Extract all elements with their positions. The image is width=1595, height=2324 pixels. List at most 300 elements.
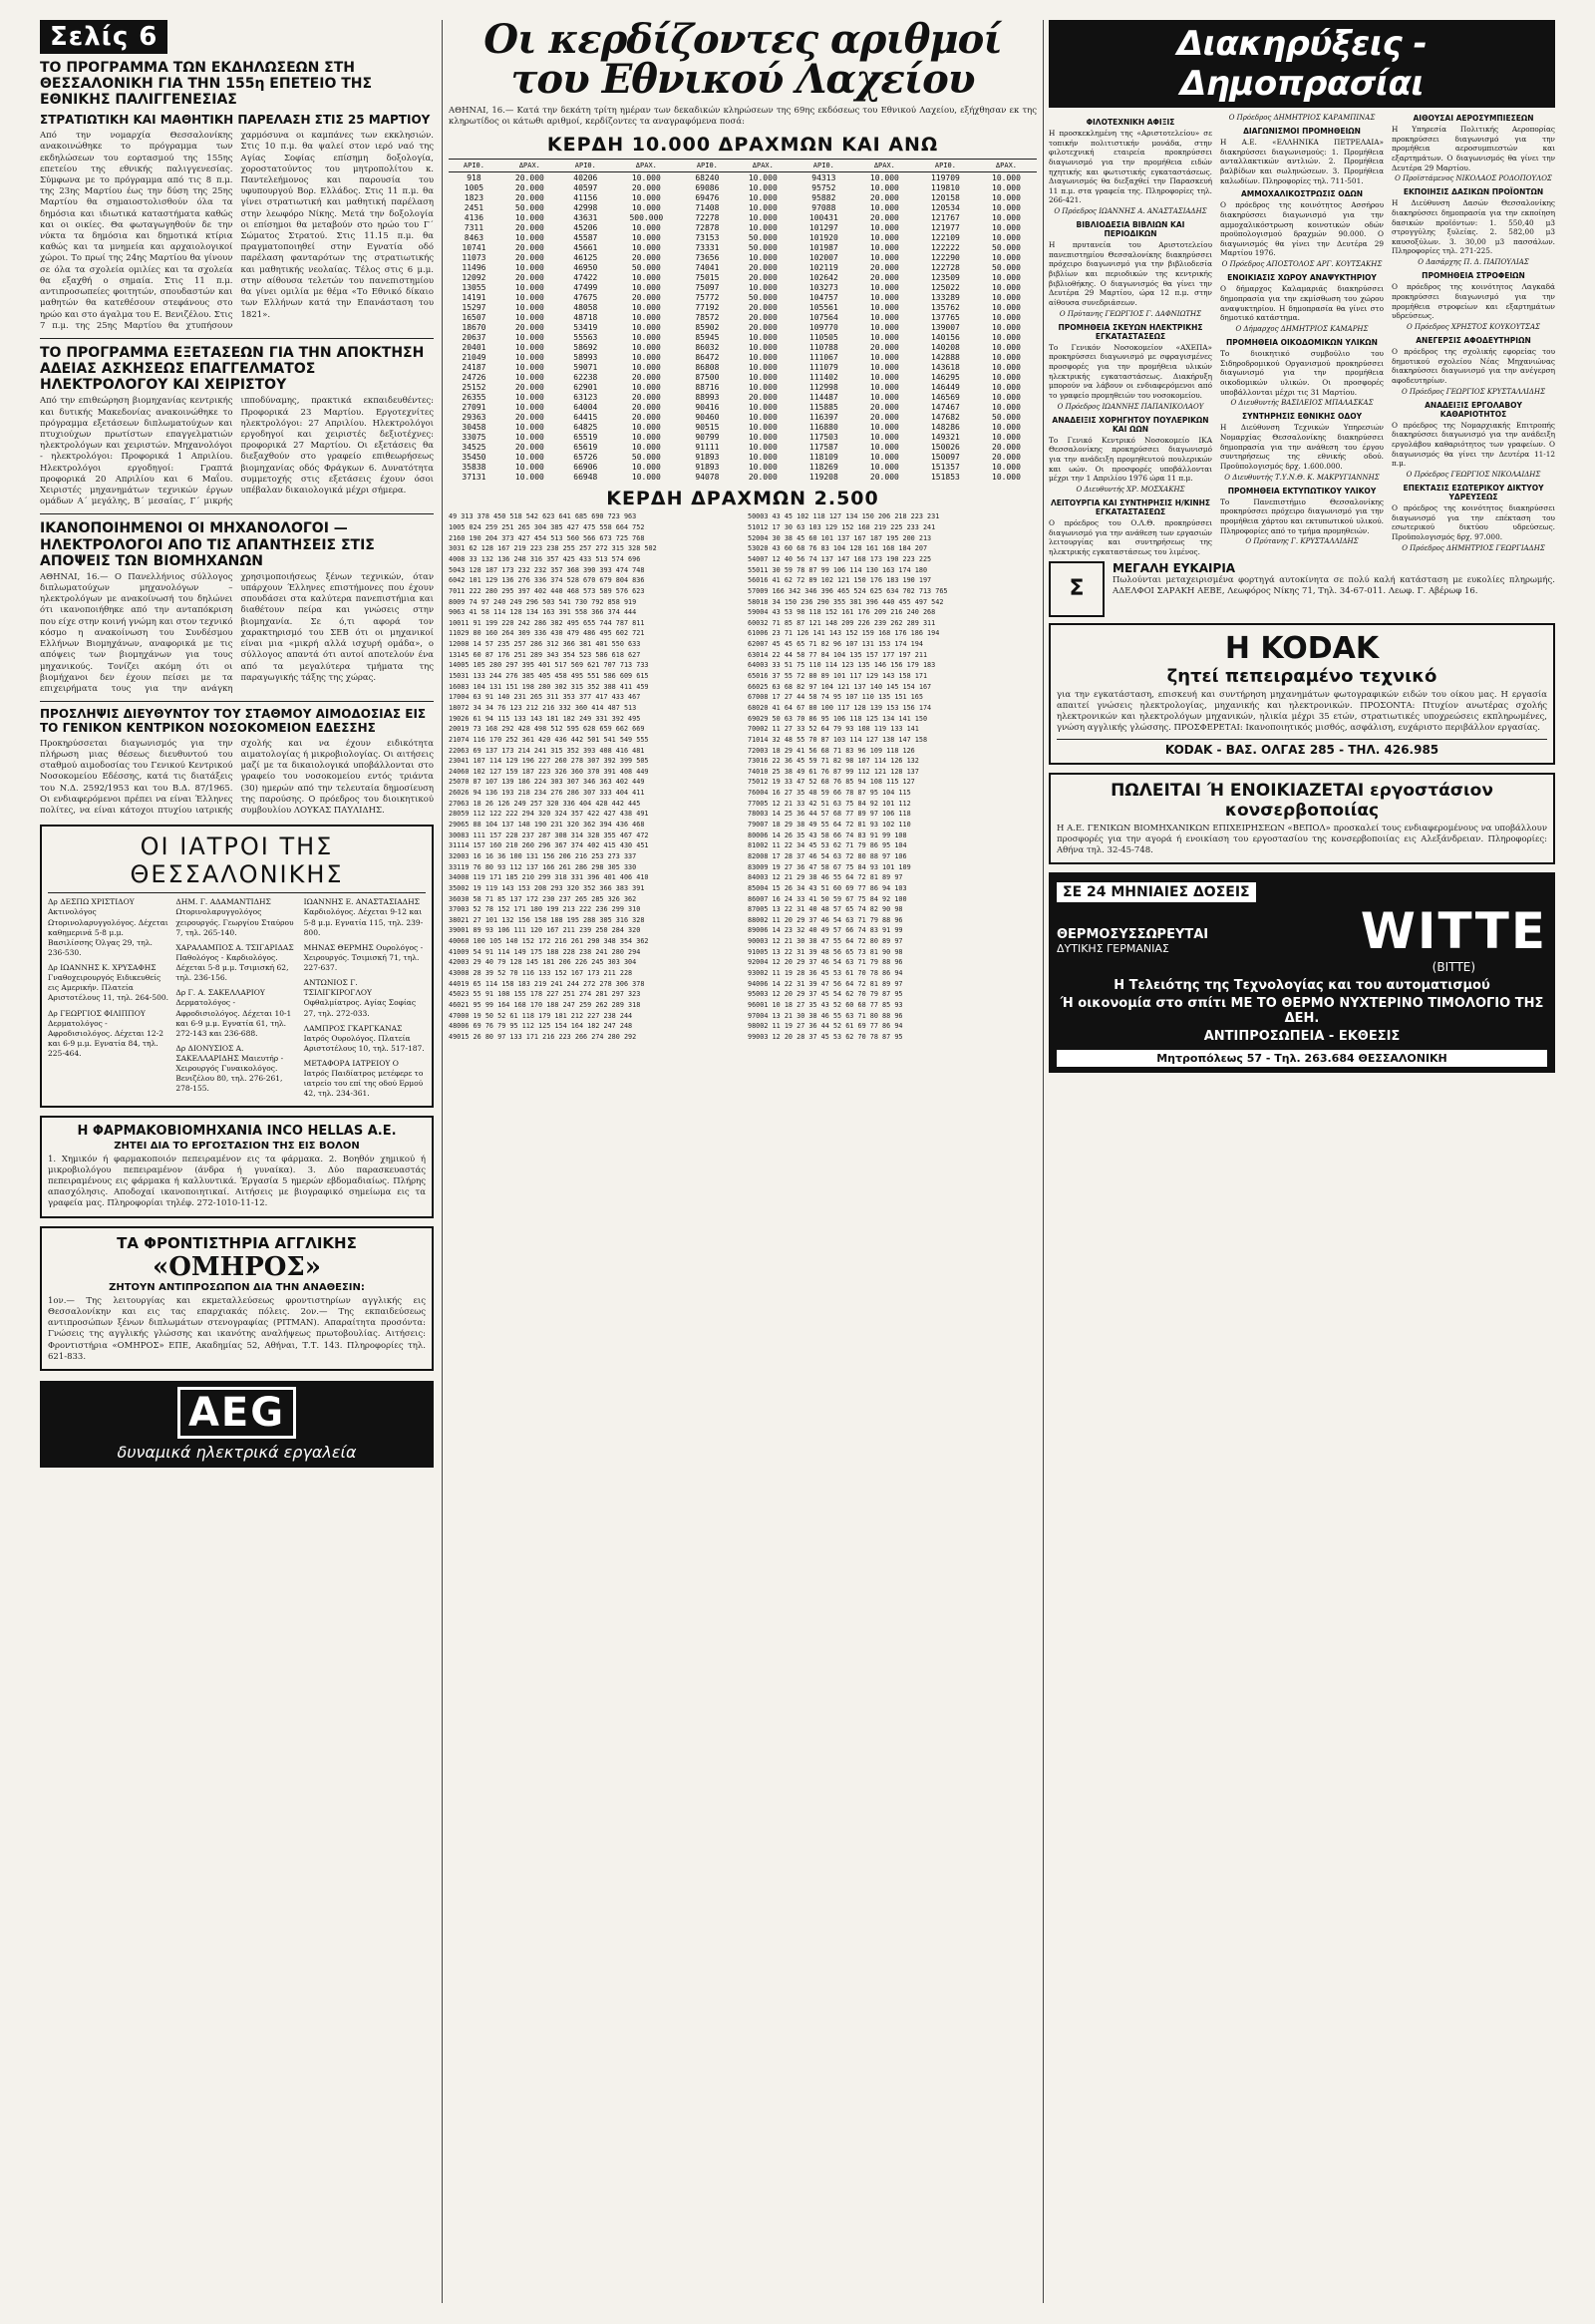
ticket-number: 122290 <box>930 252 960 262</box>
table-header: ΔΡΑΧ. <box>976 160 1037 172</box>
notice-body: Η Διεύθυνση Δασών Θεσσαλονίκης διακηρύσσει δημοπρασία για την εκποίηση δασικών προϊόντων: 1. 550,40 μ3 στρογγύλης ξυλείας. 2. 582,00 μ3 καυσοξύλων. 3. 30,00 μ3 πασσάλων. Πληροφορίες τηλ. 271-225. <box>1392 198 1555 256</box>
prize-amount: 10.000 <box>631 232 661 242</box>
notice-heading: ΠΡΟΜΗΘΕΙΑ ΕΚΤΥΠΩΤΙΚΟΥ ΥΛΙΚΟΥ <box>1227 486 1377 496</box>
table-row <box>449 212 1037 222</box>
prize-amount: 10.000 <box>514 392 544 402</box>
ticket-number: 104757 <box>808 292 838 302</box>
prize-amount: 20.000 <box>869 402 899 412</box>
prize-amount: 10.000 <box>631 312 661 322</box>
ticket-number: 12092 <box>462 272 486 282</box>
ticket-number: 121977 <box>930 222 960 232</box>
ticket-number: 120534 <box>930 202 960 212</box>
prize-amount: 20.000 <box>514 172 544 182</box>
prize-number-line: 56016 41 62 72 89 102 121 150 176 183 190 197 <box>748 576 932 585</box>
doctor-entry: ΑΝΤΩΝΙΟΣ Γ. ΤΣΙΛΙΓΚΙΡΟΓΛΟΥ Οφθαλμίατρος. Αγίας Σοφίας 27, τηλ. 272-033. <box>303 978 417 1018</box>
prize-number-line: 79007 18 29 38 49 55 64 72 81 93 102 110 <box>748 821 911 830</box>
notice-heading: ΠΡΟΜΗΘΕΙΑ ΟΙΚΟΔΟΜΙΚΩΝ ΥΛΙΚΩΝ <box>1226 338 1378 348</box>
prize-amount: 10.000 <box>514 302 544 312</box>
prize-number-line: 85004 15 26 34 43 51 60 69 77 86 94 103 <box>748 883 907 892</box>
prize-amount: 10.000 <box>869 202 899 212</box>
prize-amount: 20.000 <box>514 252 544 262</box>
big-prizes-table <box>449 159 1037 482</box>
prize-amount: 20.000 <box>748 322 778 332</box>
ticket-number: 64825 <box>573 422 598 432</box>
ticket-number: 1823 <box>464 192 484 202</box>
divider <box>40 701 434 702</box>
prize-number-line: 93002 11 19 28 36 45 53 61 70 78 86 94 <box>748 968 903 977</box>
ticket-number: 37131 <box>462 472 486 482</box>
ticket-number: 90460 <box>695 412 720 422</box>
table-row <box>449 442 1037 452</box>
prize-amount: 10.000 <box>869 452 899 462</box>
prize-amount: 10.000 <box>748 402 778 412</box>
prize-number-line: 87005 13 22 31 40 48 57 65 74 82 90 98 <box>748 905 903 914</box>
ticket-number: 63123 <box>573 392 598 402</box>
small-prizes-heading: ΚΕΡΔΗ ΔΡΑΧΜΩΝ 2.500 <box>606 488 879 510</box>
prize-number-line: 75012 19 33 47 52 68 76 85 94 108 115 127 <box>748 778 915 787</box>
prize-amount: 10.000 <box>514 342 544 352</box>
witte-header <box>1057 902 1547 975</box>
doctors-title: ΟΙ ΙΑΤΡΟΙ ΤΗΣ ΘΕΣΣΑΛΟΝΙΚΗΣ <box>48 832 426 893</box>
ticket-number: 119208 <box>808 472 838 482</box>
table-row <box>449 242 1037 252</box>
prize-amount: 10.000 <box>992 192 1021 202</box>
prize-amount: 10.000 <box>631 282 661 292</box>
ticket-number: 117587 <box>808 442 838 452</box>
article-subheading-parade: ΣΤΡΑΤΙΩΤΙΚΗ ΚΑΙ ΜΑΘΗΤΙΚΗ ΠΑΡΕΛΑΣΗ ΣΤΙΣ 25 ΜΑΡΤΙΟΥ <box>40 113 431 128</box>
prize-amount: 10.000 <box>992 312 1021 322</box>
ticket-number: 111402 <box>808 372 838 382</box>
ticket-number: 40206 <box>573 172 598 182</box>
prize-number-line: 9063 41 58 114 128 134 163 391 558 366 374 444 <box>449 608 637 617</box>
tenders-banner: Διακηρύξεις - Δημοπρασίαι <box>1049 20 1555 108</box>
ticket-number: 102642 <box>808 272 838 282</box>
ticket-number: 94313 <box>811 172 836 182</box>
prize-number-line: 58018 34 150 236 290 355 381 396 440 455 497 542 <box>748 597 944 606</box>
notice-body: Η Α.Ε. «ΕΛΛΗΝΙΚΑ ΠΕΤΡΕΛΑΙΑ» διακηρύσσει διαγωνισμούς: 1. Προμήθεια ανταλλακτικών αντλιών. 2. Προμήθεια βαλβίδων και σωληνώσεων. 3. Προμήθεια καλωδίων. Πληροφορίες τηλ. 711-501. <box>1220 138 1384 185</box>
notice-signature: Ο Πρόεδρος ΔΗΜΗΤΡΙΟΣ ΓΕΩΡΓΙΑΔΗΣ <box>1402 543 1545 552</box>
ticket-number: 100431 <box>808 212 838 222</box>
prize-amount: 10.000 <box>748 332 778 342</box>
notice-body: Ο πρόεδρος της κοινότητος Λαγκαδά προκηρύσσει διαγωνισμό για την προμήθεια στροφείων και εξαρτημάτων υδρεύσεως. <box>1392 282 1555 321</box>
ticket-number: 8463 <box>464 232 484 242</box>
witte-line1: Η Τελειότης της Τεχνολογίας και του αυτοματισμού <box>1114 978 1490 994</box>
prize-amount: 10.000 <box>631 472 661 482</box>
ticket-number: 65519 <box>573 432 598 442</box>
ticket-number: 117503 <box>808 432 838 442</box>
notice-heading: ΔΙΑΓΩΝΙΣΜΟΙ ΠΡΟΜΗΘΕΙΩΝ <box>1243 127 1361 137</box>
prize-amount: 20.000 <box>514 382 544 392</box>
prize-amount: 10.000 <box>992 432 1021 442</box>
prize-number-line: 86007 16 24 33 41 50 59 67 75 84 92 100 <box>748 894 907 903</box>
ticket-number: 86808 <box>695 362 720 372</box>
ticket-number: 24726 <box>462 372 486 382</box>
prize-amount: 10.000 <box>869 302 899 312</box>
prize-number-line: 62007 45 45 65 71 82 96 107 131 153 174 194 <box>748 640 923 649</box>
prize-amount: 10.000 <box>631 192 661 202</box>
prize-amount: 10.000 <box>869 362 899 372</box>
prize-amount: 10.000 <box>631 222 661 232</box>
prize-amount: 20.000 <box>514 412 544 422</box>
ticket-number: 137765 <box>930 312 960 322</box>
prize-amount: 10.000 <box>992 352 1021 362</box>
column-rule <box>442 20 443 2303</box>
prize-amount: 10.000 <box>748 342 778 352</box>
witte-logo: WITTE <box>1360 902 1547 961</box>
table-header: ΔΡΑΧ. <box>611 160 682 172</box>
ticket-number: 33075 <box>462 432 486 442</box>
prize-amount: 50.000 <box>748 242 778 252</box>
table-row <box>449 172 1037 183</box>
table-row <box>449 282 1037 292</box>
prize-number-line: 65016 37 55 72 80 89 101 117 129 143 158 171 <box>748 672 928 681</box>
prize-amount: 20.000 <box>514 182 544 192</box>
ticket-number: 150026 <box>930 442 960 452</box>
table-row <box>449 292 1037 302</box>
pharma-ad <box>40 1116 434 1218</box>
ticket-number: 90515 <box>695 422 720 432</box>
saraki-logo: Σ <box>1049 561 1105 617</box>
prize-amount: 20.000 <box>869 272 899 282</box>
doctor-entry: Δρ ΔΕΣΠΩ ΧΡΙΣΤΙΔΟΥ Ακτινολόγος Ωτορινολαρυγγολόγος. Δέχεται καθημερινά 5-8 μ.μ. Βασιλίσσης Όλγας 29, τηλ. 236-530. <box>48 897 168 957</box>
prize-amount: 20.000 <box>514 442 544 452</box>
prize-amount: 10.000 <box>748 202 778 212</box>
table-row <box>449 262 1037 272</box>
prize-number-line: 95003 12 20 29 37 45 54 62 70 79 87 95 <box>748 990 903 999</box>
table-row <box>449 392 1037 402</box>
ticket-number: 146569 <box>930 392 960 402</box>
ticket-number: 45206 <box>573 222 598 232</box>
ticket-number: 73153 <box>695 232 720 242</box>
prize-amount: 10.000 <box>992 402 1021 412</box>
notice-heading: ΑΝΑΔΕΙΞΙΣ ΧΟΡΗΓΗΤΟΥ ΠΟΥΛΕΡΙΚΩΝ ΚΑΙ ΩΩΝ <box>1052 415 1209 434</box>
ticket-number: 24187 <box>462 362 486 372</box>
ticket-number: 74041 <box>695 262 720 272</box>
prize-number-line: 22063 69 137 173 214 241 315 352 393 408 416 481 <box>449 746 645 755</box>
prize-amount: 20.000 <box>631 392 661 402</box>
prize-amount: 20.000 <box>748 262 778 272</box>
prize-number-line: 3031 62 128 167 219 223 238 255 257 272 315 328 502 <box>449 544 657 553</box>
ticket-number: 120158 <box>930 192 960 202</box>
prize-number-line: 63014 22 44 58 77 84 104 135 157 177 197 211 <box>748 650 928 659</box>
prize-amount: 20.000 <box>869 342 899 352</box>
doctor-entry: ΛΑΜΠΡΟΣ ΓΚΑΡΓΚΑΝΑΣ Ιατρός Ουρολόγος. Πλατεία Αριστοτέλους 10, τηλ. 517-187. <box>303 1023 425 1053</box>
prize-number-line: 31114 157 160 210 260 296 367 374 402 415 430 451 <box>449 841 649 850</box>
prize-amount: 10.000 <box>748 222 778 232</box>
ticket-number: 105561 <box>808 302 838 312</box>
prize-amount: 50.000 <box>992 412 1021 422</box>
table-header: ΔΡΑΧ. <box>733 160 794 172</box>
prize-number-line: 43008 28 39 52 70 116 133 152 167 173 211 228 <box>449 968 633 977</box>
ticket-number: 29363 <box>462 412 486 422</box>
prize-number-line: 48006 69 76 79 95 112 125 154 164 182 247 248 <box>449 1022 633 1031</box>
cannery-ad-title: ΠΩΛΕΙΤΑΙ Ή ΕΝΟΙΚΙΑΖΕΤΑΙ εργοστάσιον κονσερβοποιίας <box>1111 780 1493 821</box>
witte-tag2: ΔΥΤΙΚΗΣ ΓΕΡΜΑΝΙΑΣ <box>1057 941 1169 955</box>
witte-installments: ΣΕ 24 ΜΗΝΙΑΙΕΣ ΔΟΣΕΙΣ <box>1057 882 1256 902</box>
ticket-number: 20401 <box>462 342 486 352</box>
prize-amount: 10.000 <box>748 282 778 292</box>
prize-amount: 50.000 <box>992 262 1021 272</box>
ticket-number: 55563 <box>573 332 598 342</box>
prize-number-line: 32003 16 16 36 100 131 156 206 216 253 273 337 <box>449 851 637 860</box>
notice-signature: Ο Διευθυντής ΧΡ. ΜΟΣΧΑΚΗΣ <box>1076 485 1185 494</box>
prize-amount: 10.000 <box>992 382 1021 392</box>
ticket-number: 11073 <box>462 252 486 262</box>
prize-amount: 20.000 <box>514 272 544 282</box>
prize-number-line: 5043 128 187 173 232 232 357 368 390 393 474 748 <box>449 565 645 574</box>
ticket-number: 73656 <box>695 252 720 262</box>
ticket-number: 10741 <box>462 242 486 252</box>
witte-logo-greek: (ΒΙΤΤΕ) <box>1432 960 1476 975</box>
lottery-title: Οι κερδίζοντες αριθμοί του Εθνικού Λαχείου <box>483 20 1002 103</box>
prize-amount: 10.000 <box>869 372 899 382</box>
column-rule <box>1043 20 1044 2303</box>
ticket-number: 139007 <box>930 322 960 332</box>
table-row <box>449 362 1037 372</box>
ticket-number: 69086 <box>695 182 720 192</box>
notice-heading: ΑΜΜΟΧΑΛΙΚΟΣΤΡΩΣΙΣ ΟΔΩΝ <box>1240 189 1364 199</box>
ticket-number: 111079 <box>808 362 838 372</box>
doctors-directory <box>40 825 434 1107</box>
prize-number-line: 74010 25 38 49 61 76 87 99 112 121 128 137 <box>748 767 919 776</box>
notice-signature: Ο Δήμαρχος ΔΗΜΗΤΡΙΟΣ ΚΑΜΑΡΗΣ <box>1235 324 1369 333</box>
prize-amount: 20.000 <box>631 372 661 382</box>
doctor-entry: Δρ ΓΕΩΡΓΙΟΣ ΦΙΛΙΠΠΟΥ Δερματολόγος - Αφροδισιολόγος. Δέχεται 12-2 και 6-9 μ.μ. Εγνατία 84, τηλ. 225-464. <box>48 1008 163 1059</box>
prize-amount: 10.000 <box>992 372 1021 382</box>
notice-heading: ΑΝΑΔΕΙΞΙΣ ΕΡΓΟΛΑΒΟΥ ΚΑΘΑΡΙΟΤΗΤΟΣ <box>1425 400 1522 419</box>
notice-signature: Ο Πρόεδρος ΔΗΜΗΤΡΙΟΣ ΚΑΡΑΜΠΙΝΑΣ <box>1228 114 1376 122</box>
kodak-ad-footer: KODAK - ΒΑΣ. ΟΛΓΑΣ 285 - ΤΗΛ. 426.985 <box>1057 739 1547 757</box>
ticket-number: 115885 <box>808 402 838 412</box>
prize-amount: 10.000 <box>514 232 544 242</box>
prize-number-line: 17004 63 91 140 231 265 311 353 377 417 433 467 <box>449 693 641 702</box>
notice-signature: Ο Πρόεδρος ΙΩΑΝΝΗΣ ΠΑΠΑΝΙΚΟΛΑΟΥ <box>1057 402 1204 411</box>
table-row <box>449 342 1037 352</box>
ticket-number: 101987 <box>808 242 838 252</box>
ticket-number: 69476 <box>695 192 720 202</box>
prize-amount: 10.000 <box>748 172 778 182</box>
ticket-number: 72278 <box>695 212 720 222</box>
prize-number-line: 97004 13 21 30 38 46 55 63 71 80 88 96 <box>748 1011 903 1020</box>
table-row <box>449 472 1037 482</box>
prize-amount: 10.000 <box>631 332 661 342</box>
prize-amount: 10.000 <box>514 362 544 372</box>
table-row <box>449 412 1037 422</box>
table-row <box>449 232 1037 242</box>
right-column <box>1049 20 1555 1073</box>
notice-heading: ΒΙΒΛΙΟΔΕΣΙΑ ΒΙΒΛΙΩΝ ΚΑΙ ΠΕΡΙΟΔΙΚΩΝ <box>1076 220 1185 239</box>
prize-number-line: 39001 89 93 106 111 120 167 211 239 250 284 320 <box>449 926 641 935</box>
table-row <box>449 312 1037 322</box>
ticket-number: 77192 <box>695 302 720 312</box>
notice-body: Το Πανεπιστήμιο Θεσσαλονίκης προκηρύσσει πρόχειρο διαγωνισμό για την προμήθεια χάρτου και εκτυπωτικού υλικού. Πληροφορίες από το τμήμα προμηθειών. <box>1220 497 1384 535</box>
prize-amount: 10.000 <box>514 262 544 272</box>
notice-heading: ΕΠΕΚΤΑΣΙΣ ΕΣΩΤΕΡΙΚΟΥ ΔΙΚΤΥΟΥ ΥΔΡΕΥΣΕΩΣ <box>1403 484 1544 502</box>
cannery-ad-body: Η Α.Ε. ΓΕΝΙΚΩΝ ΒΙΟΜΗΧΑΝΙΚΩΝ ΕΠΙΧΕΙΡΗΣΕΩΝ «ΒΕΠΟΛ» προσκαλεί τους ενδιαφερομένους να υποβάλλουν προσφορές για την αγορά ή ενοικίαση του εργοστασίου της κονσερβοποιίας εις Αλεξάνδρειαν. Πληροφορίες: Αθήνα τηλ. 32-45-748. <box>1057 823 1547 855</box>
prize-amount: 10.000 <box>992 422 1021 432</box>
ticket-number: 86472 <box>695 352 720 362</box>
prize-number-line: 35002 19 119 143 153 208 293 320 352 366 383 391 <box>449 883 645 892</box>
prize-number-line: 2160 190 204 373 427 454 513 560 566 673 725 768 <box>449 533 645 542</box>
prize-amount: 10.000 <box>514 432 544 442</box>
prize-amount: 20.000 <box>748 312 778 322</box>
ticket-number: 26355 <box>462 392 486 402</box>
article-heading-engineers: ΙΚΑΝΟΠΟΙΗΜΕΝΟΙ ΟΙ ΜΗΧΑΝΟΛΟΓΟΙ — ΗΛΕΚΤΡΟΛΟΓΟΙ ΑΠΟ ΤΙΣ ΑΠΑΝΤΗΣΕΙΣ ΣΤΙΣ ΑΠΟΨΕΙΣ ΤΩΝ ΒΙΟΜΗΧΑΝΩΝ <box>40 520 375 569</box>
prize-amount: 10.000 <box>869 242 899 252</box>
omiros-ad <box>40 1226 434 1371</box>
prize-number-line: 59004 43 53 98 118 152 161 176 209 216 240 268 <box>748 608 936 617</box>
prize-amount: 10.000 <box>514 212 544 222</box>
ticket-number: 11496 <box>462 262 486 272</box>
notice-body: Το διοικητικό συμβούλιο του Σιδηροδρομικού Οργανισμού προκηρύσσει διαγωνισμό για την προμήθεια οικοδομικών υλικών. Οι προσφορές υποβάλλονται μέχρι τις 31 Μαρτίου. <box>1220 349 1384 397</box>
notice-signature: Ο Πρόεδρος ΑΠΟΣΤΟΛΟΣ ΑΡΓ. ΚΟΥΤΣΑΚΗΣ <box>1221 260 1383 269</box>
prize-amount: 10.000 <box>992 322 1021 332</box>
ticket-number: 95752 <box>811 182 836 192</box>
prize-amount: 10.000 <box>869 282 899 292</box>
kodak-ad-subtitle: ζητεί πεπειραμένο τεχνικό <box>1166 665 1437 687</box>
table-header: ΔΡΑΧ. <box>499 160 560 172</box>
prize-amount: 10.000 <box>869 222 899 232</box>
prize-amount: 10.000 <box>631 432 661 442</box>
prize-amount: 20.000 <box>748 472 778 482</box>
ticket-number: 147682 <box>930 412 960 422</box>
notice-signature: Ο Προϊστάμενος ΝΙΚΟΛΑΟΣ ΡΟΔΟΠΟΥΛΟΣ <box>1395 174 1552 183</box>
prize-amount: 10.000 <box>748 352 778 362</box>
prize-number-line: 14005 105 280 297 395 401 517 569 621 707 713 733 <box>449 661 649 670</box>
prize-amount: 10.000 <box>748 452 778 462</box>
ticket-number: 122222 <box>930 242 960 252</box>
prize-number-line: 82008 17 28 37 46 54 63 72 80 88 97 106 <box>748 851 907 860</box>
prize-amount: 20.000 <box>992 442 1021 452</box>
prize-number-line: 73016 22 36 45 59 71 82 98 107 114 126 132 <box>748 757 919 766</box>
ticket-number: 45587 <box>573 232 598 242</box>
witte-ad <box>1049 872 1555 1073</box>
prize-number-line: 24060 102 127 159 187 223 326 360 370 391 408 449 <box>449 767 649 776</box>
ticket-number: 30458 <box>462 422 486 432</box>
prize-amount: 10.000 <box>514 472 544 482</box>
prize-amount: 10.000 <box>869 252 899 262</box>
prize-number-line: 77005 12 21 33 42 51 63 75 84 92 101 112 <box>748 799 911 808</box>
prize-amount: 10.000 <box>748 192 778 202</box>
table-header: ΑΡΙΘ. <box>682 160 733 172</box>
notice-body: Η πρυτανεία του Αριστοτελείου πανεπιστημίου Θεσσαλονίκης διακηρύσσει πρόχειρο διαγωνισμό για την βιβλιοδεσία βιβλίων και περιοδικών της κεντρικής βιβλιοθήκης. Ο διαγωνισμός θα γίνει την Δευτέρα 29 Μαρτίου, ώρα 12 π.μ. στην αίθουσα συνεδριάσεων. <box>1049 240 1212 307</box>
prize-amount: 20.000 <box>631 182 661 192</box>
prize-number-line: 76004 16 27 35 48 59 66 78 87 95 104 115 <box>748 789 911 798</box>
omiros-ad-pretitle: ΤΑ ΦΡΟΝΤΙΣΤΗΡΙΑ ΑΓΓΛΙΚΗΣ <box>117 1233 357 1252</box>
ticket-number: 140208 <box>930 342 960 352</box>
prize-amount: 10.000 <box>514 462 544 472</box>
prize-amount: 10.000 <box>514 282 544 292</box>
notice-signature: Ο Διευθυντής ΒΑΣΙΛΕΙΟΣ ΜΠΑΛΑΣΚΑΣ <box>1230 399 1374 408</box>
prize-amount: 20.000 <box>631 292 661 302</box>
table-row <box>449 432 1037 442</box>
prize-amount: 10.000 <box>514 402 544 412</box>
article-body-engineers: ΑΘΗΝΑΙ, 16.— Ο Πανελλήνιος σύλλογος διπλωματούχων μηχανολόγων – ηλεκτρολόγων με ανακοίνωσή του δηλώνει ότι ικανοποιήθηκε από την ανταπόκριση που είχε στην κοινή γνώμη και στον τεχνικό κόσμο η ανακοίνωση του Συνδέσμου Ελλήνων Βιομηχάνων, αναφορικά με τις απόψεις των βιομηχάνων για τους μηχανικούς. Τονίζει ακόμη ότι οι βιομήχανοι δεν έχουν πείσει με τα επιχειρήματα τους για την ανάγκη χρησιμοποιήσεως ξένων τεχνικών, όταν υπάρχουν Έλληνες επιστήμονες που έχουν σπουδάσει στα καλύτερα πανεπιστήμια και διαθέτουν πείρα και γνώσεις στην βιομηχανία. Σε ό,τι αφορά τον χαρακτηρισμό του ΣΕΒ ότι οι μηχανικοί είναι μια «μικρή αλλά ισχυρή ομάδα», ο σύλλογος απαντά ότι αυτοί αποτελούν ένα από τα μεγαλύτερα τμήματα της παραγωγικής τάξης της χώρας. <box>40 571 434 694</box>
omiros-ad-body: 1ον.— Της λειτουργίας και εκμεταλλεύσεως φροντιστηρίων αγγλικής εις Θεσσαλονίκην και εις τας επαρχιακάς πόλεις. 2ον.— Της εκπαιδεύσεως αντιπροσώπων ξένων διπλωμάτων στενογραφίας (PITMAN). Απαραίτητα προσόντα: Γνώσεις της αγγλικής γλώσσης και ικανότης αναλήψεως πρωτοβουλίας. Αιτήσεις: Φροντιστήρια «ΟΜΗΡΟΣ» ΕΠΕ, Ακαδημίας 52, Αθήναι, Τ.Τ. 143. Πληροφορίες τηλ. 621-833. <box>48 1295 426 1362</box>
ticket-number: 66906 <box>573 462 598 472</box>
table-row <box>449 372 1037 382</box>
ticket-number: 40597 <box>573 182 598 192</box>
prize-amount: 10.000 <box>631 172 661 182</box>
prize-number-line: 29065 88 104 137 148 190 231 320 362 394 436 468 <box>449 821 645 830</box>
table-row <box>449 302 1037 312</box>
divider <box>40 513 434 514</box>
prize-number-line: 34008 119 171 185 210 299 318 331 396 401 406 410 <box>449 873 649 882</box>
omiros-ad-name: «ΟΜΗΡΟΣ» <box>152 1251 322 1282</box>
table-row <box>449 462 1037 472</box>
prize-number-line: 83009 19 27 36 47 58 67 75 84 93 101 109 <box>748 862 911 871</box>
ticket-number: 147467 <box>930 402 960 412</box>
notice-body: Ο πρόεδρος της Νομαρχιακής Επιτροπής διακηρύσσει διαγωνισμό για την ανάδειξη εργολάβου καθαριότητος των γραφείων. Ο διαγωνισμός θα γίνει την Δευτέρα 11-12 π.μ. <box>1392 420 1555 469</box>
prize-amount: 50.000 <box>631 452 661 462</box>
doctor-entry: ΧΑΡΑΛΑΜΠΟΣ Α. ΤΣΙΓΑΡΙΔΑΣ Παθολόγος - Καρδιολόγος. Δέχεται 5-8 μ.μ. Τσιμισκή 62, τηλ. 236-156. <box>175 942 294 983</box>
prize-number-line: 66025 63 68 82 97 104 121 137 140 145 154 167 <box>748 682 932 691</box>
table-header: ΑΡΙΘ. <box>915 160 976 172</box>
prize-amount: 10.000 <box>992 182 1021 192</box>
prize-number-line: 89006 14 23 32 40 49 57 66 74 83 91 99 <box>748 926 903 935</box>
notice-signature: Ο Πρόεδρος ΙΩΑΝΝΗΣ Α. ΑΝΑΣΤΑΣΙΑΔΗΣ <box>1054 207 1207 215</box>
table-row <box>449 402 1037 412</box>
notice-heading: ΑΝΕΓΕΡΣΙΣ ΑΦΟΔΕΥΤΗΡΙΩΝ <box>1416 336 1531 346</box>
table-row <box>449 252 1037 262</box>
notice-body: Η Υπηρεσία Πολιτικής Αεροπορίας προκηρύσσει διαγωνισμό για την προμήθεια αεροσυμπιεστών και εξαρτημάτων. Ο διαγωνισμός θα γίνει την Δευτέρα 29 Μαρτίου. <box>1392 125 1555 172</box>
witte-line3: ΑΝΤΙΠΡΟΣΩΠΕΙΑ - ΕΚΘΕΣΙΣ <box>1203 1029 1401 1045</box>
ticket-number: 151853 <box>930 472 960 482</box>
table-row <box>449 222 1037 232</box>
ticket-number: 90416 <box>695 402 720 412</box>
ticket-number: 25152 <box>462 382 486 392</box>
prize-number-line: 60032 71 85 87 121 148 209 226 239 262 289 311 <box>748 618 936 627</box>
omiros-ad-subtitle: ΖΗΤΟΥΝ ΑΝΤΙΠΡΟΣΩΠΟΝ ΔΙΑ ΤΗΝ ΑΝΑΘΕΣΙΝ: <box>109 1281 365 1293</box>
ticket-number: 75015 <box>695 272 720 282</box>
prize-amount: 10.000 <box>748 462 778 472</box>
ticket-number: 1005 <box>464 182 484 192</box>
prize-number-line: 12008 14 57 235 257 286 312 366 381 401 550 633 <box>449 640 641 649</box>
prize-number-line: 38021 27 101 132 156 158 188 195 288 305 316 328 <box>449 915 645 924</box>
prize-number-line: 37003 52 78 152 171 180 199 213 222 236 299 310 <box>449 905 641 914</box>
prize-amount: 10.000 <box>869 172 899 182</box>
prize-amount: 10.000 <box>869 382 899 392</box>
table-row <box>449 452 1037 462</box>
ticket-number: 101297 <box>808 222 838 232</box>
ticket-number: 73331 <box>695 242 720 252</box>
prize-number-line: 1005 024 259 251 265 304 385 427 475 558 664 752 <box>449 523 645 532</box>
ticket-number: 95882 <box>811 192 836 202</box>
ticket-number: 48718 <box>573 312 598 322</box>
prize-number-line: 53020 43 60 68 76 83 104 128 161 168 184 207 <box>748 544 928 553</box>
prize-amount: 10.000 <box>631 422 661 432</box>
prize-amount: 10.000 <box>992 362 1021 372</box>
prize-number-line: 80006 14 26 35 43 58 66 74 83 91 99 108 <box>748 830 907 839</box>
kodak-ad-body: για την εγκατάσταση, επισκευή και συντήρηση μηχανημάτων φωτογραφικών ειδών του οίκου μας. Η εργασία απαιτεί γνώσεις ηλεκτρολογίας, μηχανικής και ηλεκτρονικών. ΠΡΟΣΟΝΤΑ: Πτυχίον ανωτέρας σχολής ηλεκτρονικών και ηλεκτρολόγων μηχανικών, ηλικία μέχρι 35 ετών, στρατιωτικές υποχρεώσεις εκπληρωμένες, γνώση αγγλικής γλώσσης. ΠΡΟΣΦΕΡΕΤΑΙ: Ικανοποιητικός μισθός, ασφάλιση, ευχάριστο περιβάλλον εργασίας. <box>1057 689 1547 734</box>
lottery-intro: ΑΘΗΝΑΙ, 16.— Κατά την δεκάτη τρίτη ημέραν των δεκαδικών κληρώσεων της 69ης εκδόσεως του Εθνικού Λαχείου, εξήχθησαν εκ της κληρωτίδος οι κάτωθι αριθμοί, κερδίζοντες τα αναγραφόμενα ποσά: <box>449 106 1037 128</box>
ticket-number: 118109 <box>808 452 838 462</box>
prize-number-line: 57009 166 342 346 396 465 524 625 634 702 713 765 <box>748 586 948 595</box>
ticket-number: 41156 <box>573 192 598 202</box>
prize-number-line: 27063 18 26 126 249 257 320 336 404 428 442 445 <box>449 799 641 808</box>
prize-amount: 10.000 <box>514 422 544 432</box>
prize-amount: 20.000 <box>514 192 544 202</box>
saraki-ad <box>1049 561 1555 617</box>
notice-body: Ο πρόεδρος της κοινότητος Ασσήρου διακηρύσσει διαγωνισμό για την αμμοχαλικόστρωση κοινοτικών οδών προϋπολογισμού δραχμών 90.000. Ο διαγωνισμός θα γίνει την Δευτέρα 29 Μαρτίου 1976. <box>1220 200 1384 258</box>
prize-number-line: 33119 76 80 93 112 137 166 261 286 298 305 330 <box>449 862 637 871</box>
prize-number-line: 10011 91 199 220 242 286 382 495 655 744 787 811 <box>449 618 645 627</box>
notice-signature: Ο Πρόεδρος ΓΕΩΡΓΙΟΣ ΝΙΚΟΛΑΙΔΗΣ <box>1406 470 1541 479</box>
prize-number-line: 90003 12 21 30 38 47 55 64 72 80 89 97 <box>748 937 903 946</box>
ticket-number: 114487 <box>808 392 838 402</box>
ticket-number: 149321 <box>930 432 960 442</box>
prize-amount: 10.000 <box>869 432 899 442</box>
